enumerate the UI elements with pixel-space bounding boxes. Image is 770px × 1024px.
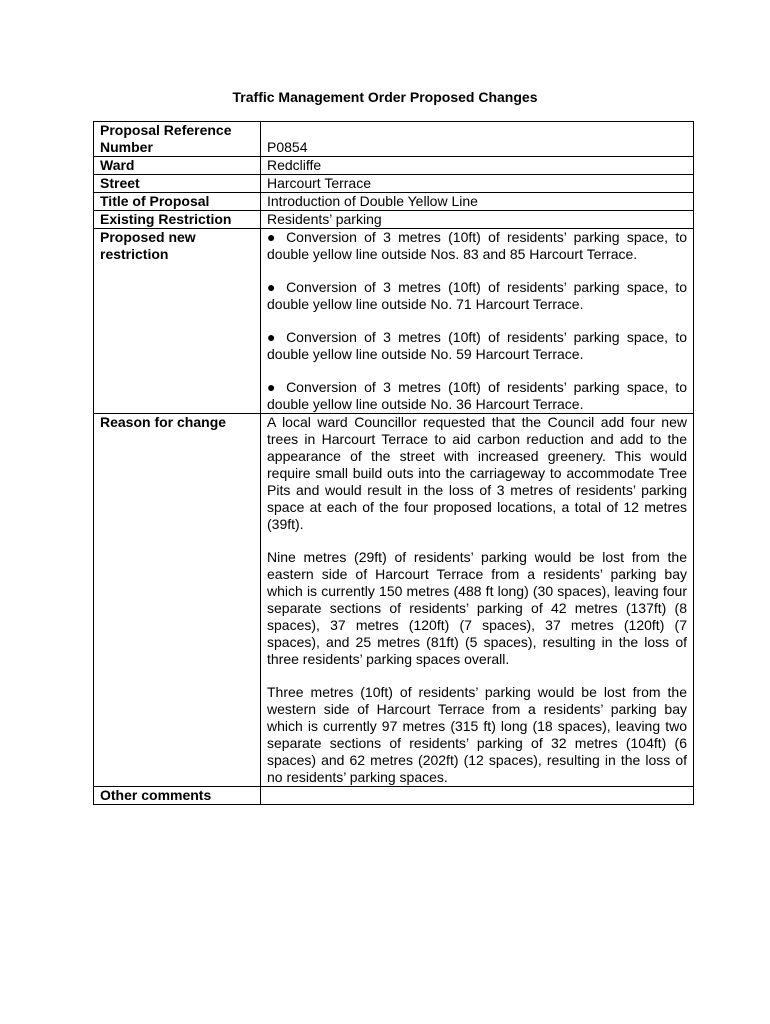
restriction-item: ● Conversion of 3 metres (10ft) of residents’ parking space, to double yellow line outside Nos. 83 and 85 Harcourt Terrace. (267, 229, 687, 262)
label-existing-restriction: Existing Restriction (94, 211, 261, 229)
value-existing-restriction: Residents’ parking (261, 211, 694, 229)
document-title: Traffic Management Order Proposed Changes (232, 89, 538, 105)
row-reason-for-change (94, 414, 694, 787)
restriction-item: ● Conversion of 3 metres (10ft) of residents’ parking space, to double yellow line outside No. 59 Harcourt Terrace. (267, 329, 687, 362)
reason-paragraph: A local ward Councillor requested that the Council add four new trees in Harcourt Terrace to aid carbon reduction and add to the appearance of the street with increased greenery. This would require small build outs into the carriageway to accommodate Tree Pits and would result in the loss of 3 metres of residents’ parking space at each of the four proposed locations, a total of 12 metres (39ft). (267, 414, 687, 532)
value-title-of-proposal: Introduction of Double Yellow Line (261, 193, 694, 211)
row-title-of-proposal (94, 193, 694, 211)
reason-paragraph: Nine metres (29ft) of residents’ parking would be lost from the eastern side of Harcourt Terrace from a residents’ parking bay which is currently 150 metres (488 ft long) (30 spaces), leaving four separate sections of residents’ parking of 42 metres (137ft) (8 spaces), 37 metres (120ft) (7 spaces), 37 metres (120ft) (7 spaces), and 25 metres (81ft) (5 spaces), resulting in the loss of three residents’ parking spaces overall. (267, 549, 687, 667)
row-proposal-reference (94, 122, 694, 157)
row-other-comments (94, 787, 694, 805)
value-proposed-new-restriction (261, 229, 694, 414)
restriction-item: ● Conversion of 3 metres (10ft) of residents’ parking space, to double yellow line outside No. 36 Harcourt Terrace. (267, 379, 687, 412)
label-title-of-proposal: Title of Proposal (94, 193, 261, 211)
label-proposed-new-restriction: Proposed new restriction (94, 229, 261, 414)
value-street: Harcourt Terrace (261, 175, 694, 193)
row-ward (94, 157, 694, 175)
value-other-comments (261, 787, 694, 805)
row-proposed-new-restriction (94, 229, 694, 414)
label-other-comments: Other comments (94, 787, 261, 805)
value-ward: Redcliffe (261, 157, 694, 175)
proposal-table (93, 121, 694, 805)
row-existing-restriction (94, 211, 694, 229)
label-proposal-reference: Proposal Reference Number (94, 122, 261, 157)
restriction-item: ● Conversion of 3 metres (10ft) of residents’ parking space, to double yellow line outside No. 71 Harcourt Terrace. (267, 279, 687, 312)
label-street: Street (94, 175, 261, 193)
value-reason-for-change (261, 414, 694, 787)
row-street (94, 175, 694, 193)
label-ward: Ward (94, 157, 261, 175)
value-proposal-reference: P0854 (261, 122, 694, 157)
reason-paragraph: Three metres (10ft) of residents’ parking would be lost from the western side of Harcourt Terrace from a residents’ parking bay which is currently 97 metres (315 ft) long (18 spaces), leaving two separate sections of residents’ parking of 32 metres (104ft) (6 spaces) and 62 metres (202ft) (12 spaces), resulting in the loss of no residents’ parking spaces. (267, 684, 687, 785)
label-reason-for-change: Reason for change (94, 414, 261, 787)
